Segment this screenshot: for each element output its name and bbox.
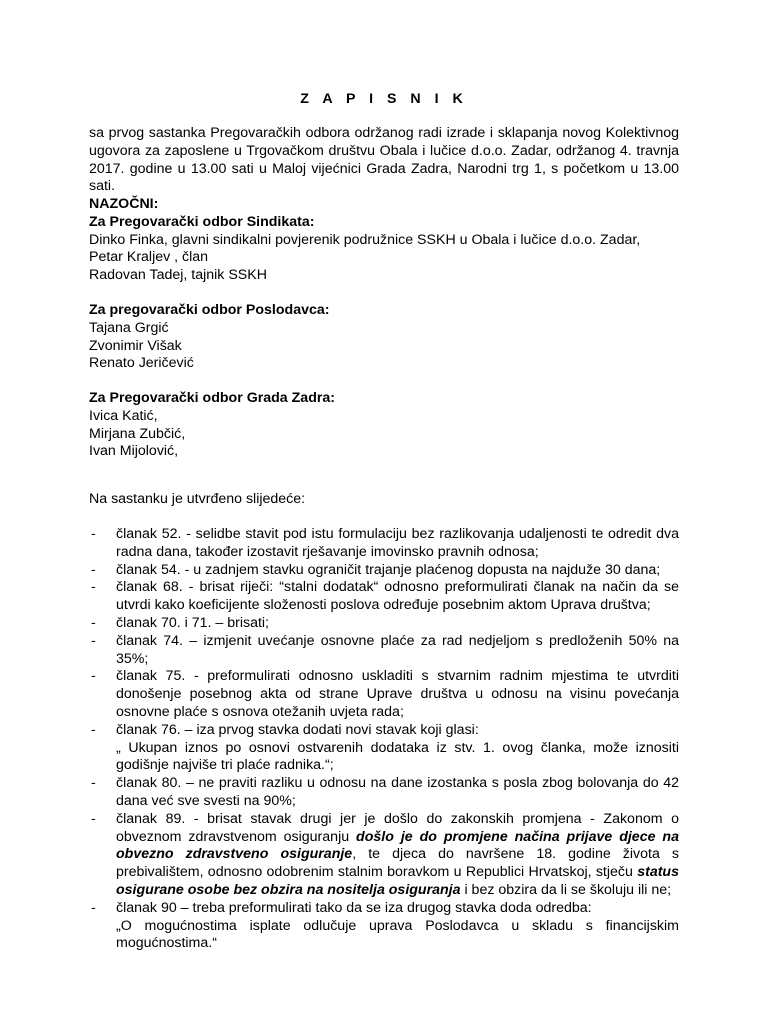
item-text: članak 80. – ne praviti razliku u odnosu na dane izostanka s posla zbog bolovanja do 42 dana već sve svesti na 90%;	[116, 775, 679, 809]
list-item	[89, 811, 679, 900]
attendees-section	[89, 196, 679, 285]
article-90-quote: „O mogućnostima isplate odlučuje uprava Poslodavca u skladu s financijskim mogućnostima.“	[116, 917, 679, 952]
item-text: članak 68. - brisat riječi: “stalni dodatak“ odnosno preformulirati članak na način da se utvrdi kako koeficijente složenosti poslova određuje posebnim aktom Uprava društva;	[116, 579, 679, 614]
city-member: Ivan Mijolović,	[89, 443, 179, 460]
city-member: Ivica Katić,	[89, 407, 158, 424]
employer-section	[89, 302, 679, 373]
list-item	[89, 668, 679, 721]
employer-member: Renato Jeričević	[89, 355, 194, 372]
item-text: članak 76. – iza prvog stavka dodati novi stavak koji glasi:	[116, 721, 479, 738]
union-member: Radovan Tadej, tajnik SSKH	[89, 267, 267, 284]
list-item	[89, 722, 679, 775]
union-committee-heading: Za Pregovarački odbor Sindikata:	[89, 213, 315, 230]
employer-member: Tajana Grgić	[89, 319, 169, 336]
list-item	[89, 900, 679, 953]
city-member: Mirjana Zubčić,	[89, 425, 186, 442]
article-76-quote: „ Ukupan iznos po osnovi ostvarenih dodataka iz stv. 1. ovog članka, može iznositi godišnje najviše tri plaće radnika.“;	[116, 739, 679, 774]
list-item	[89, 775, 679, 811]
list-item	[89, 562, 679, 580]
list-item	[89, 579, 679, 615]
item-text: , te djeca do navršene 18. godine života s prebivalištem, odnosno odobrenim stalnim boravkom u Republici Hrvatskoj, stječu	[116, 846, 679, 881]
list-item	[89, 526, 679, 562]
item-text: i bez obzira da li se školuju ili ne;	[460, 881, 672, 898]
union-member: Dinko Finka, glavni sindikalni povjerenik podružnice SSKH u Obala i lučice d.o.o. Zadar,	[89, 231, 641, 248]
articles-list	[89, 526, 679, 953]
employer-member: Zvonimir Višak	[89, 337, 182, 354]
union-member: Petar Kraljev , član	[89, 249, 209, 266]
item-text: članak 74. – izmjenit uvećanje osnovne plaće za rad nedjeljom s predloženih 50% na 35%;	[116, 632, 679, 667]
attendees-heading: NAZOČNI:	[89, 196, 159, 212]
employer-committee-heading: Za pregovarački odbor Poslodavca:	[89, 302, 330, 318]
emphasis-text: status osigurane osobe bez obzira na nositelja osiguranja	[116, 864, 679, 898]
item-text: članak 89. - brisat stavak drugi jer je došlo do zakonskih promjena - Zakonom o obveznom zdravstvenom osiguranju	[116, 810, 679, 845]
item-text: članak 70. i 71. – brisati;	[116, 614, 269, 631]
item-text: članak 75. - preformulirati odnosno uskladiti s stvarnim radnim mjestima te utvrditi donošenje posebnog akta od strane Uprave društva u odnosu na visinu povećanja osnovne plaće s osnova otežanih uvjeta rada;	[116, 668, 679, 720]
item-text: članak 54. - u zadnjem stavku ograničit trajanje plaćenog dopusta na najduže 30 dana;	[116, 561, 661, 578]
city-section	[89, 390, 679, 461]
emphasis-text: došlo je do promjene načina prijave djece na obvezno zdravstveno osiguranje	[116, 828, 679, 863]
item-text: članak 52. - selidbe stavit pod istu formulaciju bez razlikovanja udaljenosti te odredit dva radna dana, također izostavit rješavanje imovinsko pravnih odnosa;	[116, 526, 679, 560]
city-committee-heading: Za Pregovarački odbor Grada Zadra:	[89, 390, 335, 406]
document-title: Z A P I S N I K	[300, 91, 468, 107]
intro-paragraph: sa prvog sastanka Pregovaračkih odbora održanog radi izrade i sklapanja novog Kolektivnog ugovora za zaposlene u Trgovačkom društvu Obala i lučice d.o.o. Zadar, održanog 4. travnja 2017. godine u 13.00 sati u Maloj vijećnici Grada Zadra, Narodni trg 1, s početkom u 13.00 sati.	[89, 125, 679, 195]
established-line: Na sastanku je utvrđeno slijedeće:	[89, 491, 306, 507]
item-text: članak 90 – treba preformulirati tako da se iza drugog stavka doda odredba:	[116, 899, 592, 916]
list-item	[89, 633, 679, 669]
list-item	[89, 615, 679, 633]
